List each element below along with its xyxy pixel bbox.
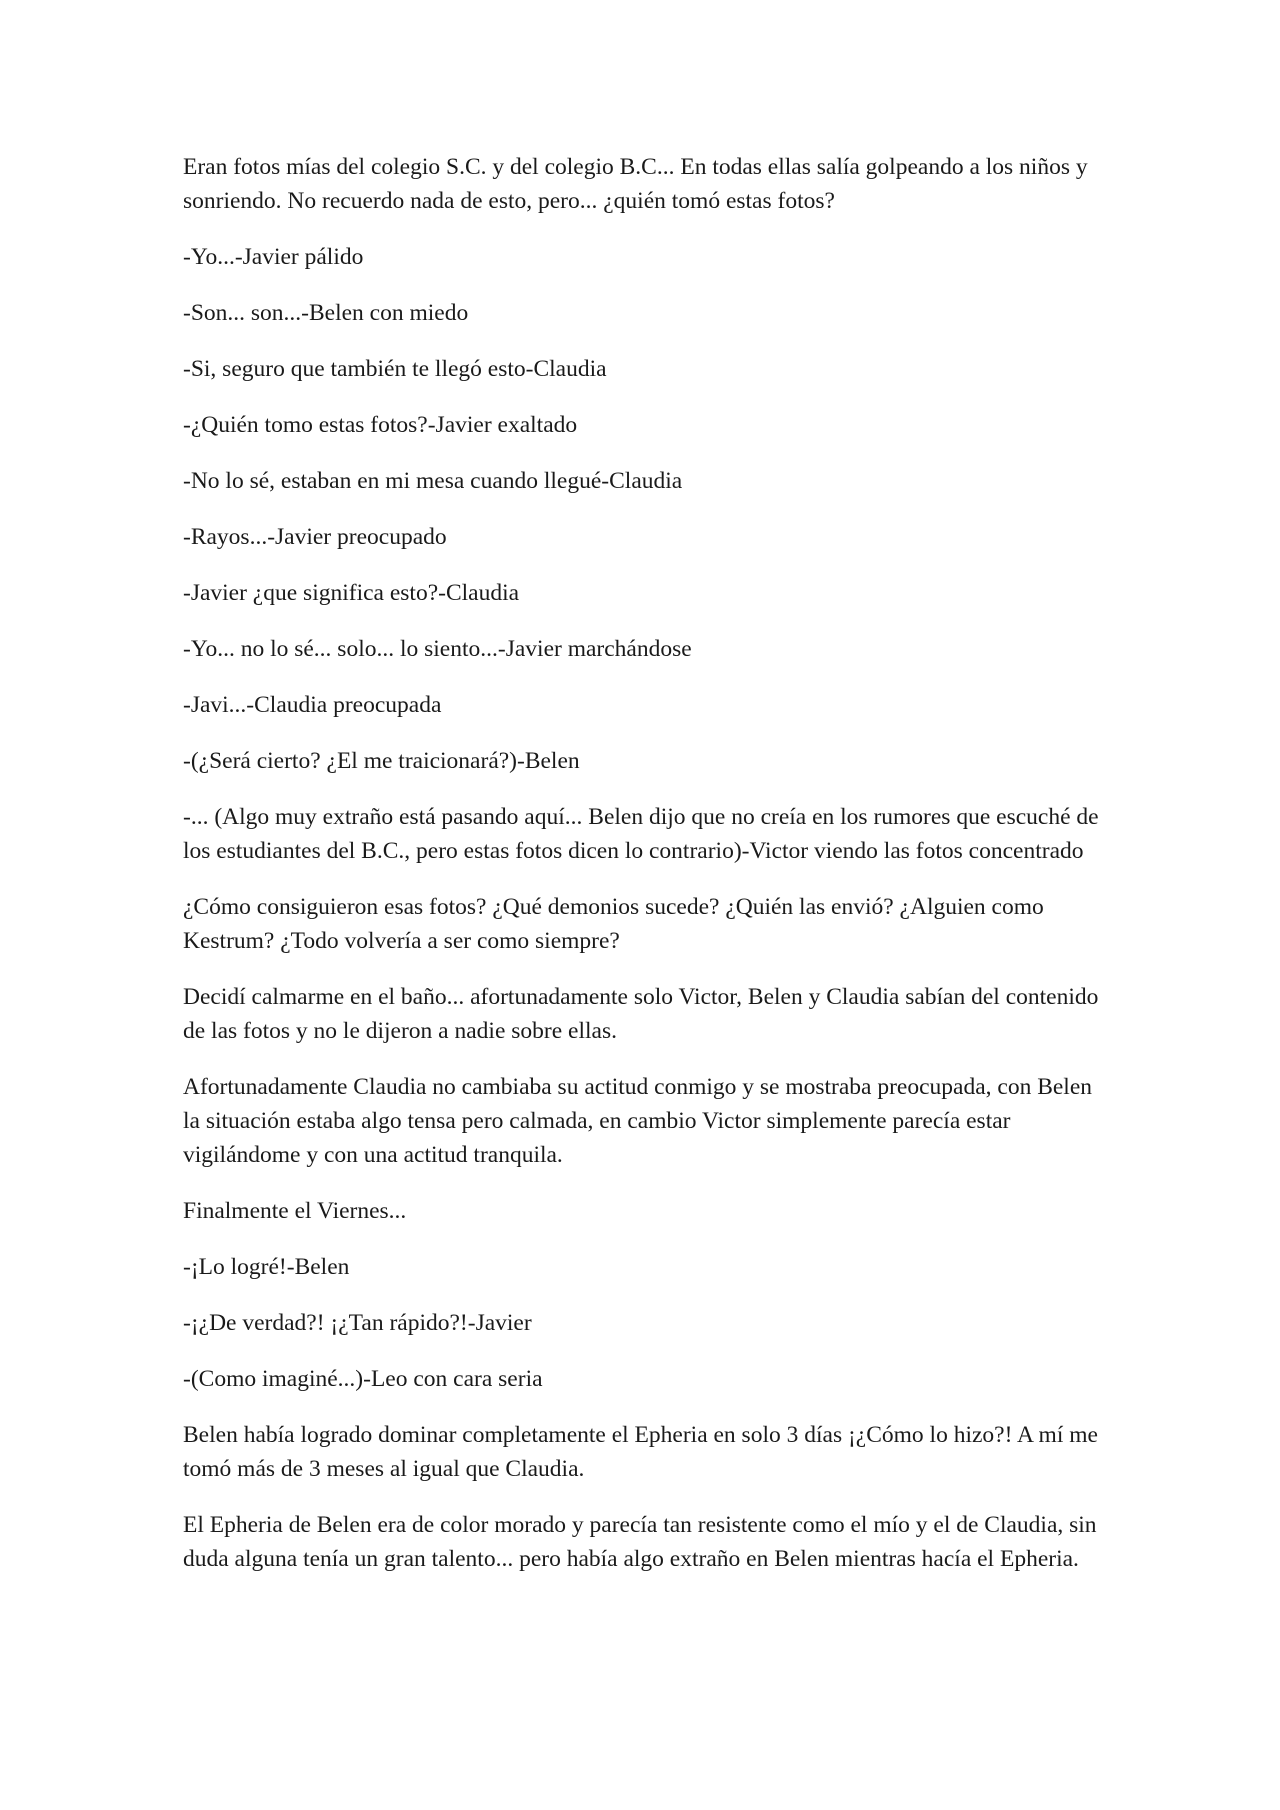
paragraph-10: -Javi...-Claudia preocupada	[183, 692, 442, 718]
paragraph-15: Afortunadamente Claudia no cambiaba su actitud conmigo y se mostraba preocupada, con Belen la situación estaba algo tensa pero calmada, en cambio Victor simplemente parecía estar vigilándome y con una actitud tranquila.	[183, 1074, 1093, 1168]
paragraph-4: -Si, seguro que también te llegó esto-Claudia	[183, 356, 607, 382]
document-body	[183, 150, 1103, 1598]
paragraph-12: -... (Algo muy extraño está pasando aquí... Belen dijo que no creía en los rumores que escuché de los estudiantes del B.C., pero estas fotos dicen lo contrario)-Victor viendo las fotos concentrado	[183, 804, 1099, 864]
paragraph-2: -Yo...-Javier pálido	[183, 244, 364, 270]
paragraph-11: -(¿Será cierto? ¿El me traicionará?)-Belen	[183, 748, 580, 774]
paragraph-3: -Son... son...-Belen con miedo	[183, 300, 469, 326]
paragraph-21: El Epheria de Belen era de color morado y parecía tan resistente como el mío y el de Claudia, sin duda alguna tenía un gran talento... pero había algo extraño en Belen mientras hacía el Epheria.	[183, 1512, 1097, 1572]
paragraph-18: -¡¿De verdad?! ¡¿Tan rápido?!-Javier	[183, 1310, 532, 1336]
paragraph-1: Eran fotos mías del colegio S.C. y del colegio B.C... En todas ellas salía golpeando a los niños y sonriendo. No recuerdo nada de esto, pero... ¿quién tomó estas fotos?	[183, 154, 1088, 214]
paragraph-6: -No lo sé, estaban en mi mesa cuando llegué-Claudia	[183, 468, 683, 494]
paragraph-7: -Rayos...-Javier preocupado	[183, 524, 447, 550]
paragraph-19: -(Como imaginé...)-Leo con cara seria	[183, 1366, 543, 1392]
paragraph-13: ¿Cómo consiguieron esas fotos? ¿Qué demonios sucede? ¿Quién las envió? ¿Alguien como Kestrum? ¿Todo volvería a ser como siempre?	[183, 894, 1044, 954]
paragraph-16: Finalmente el Viernes...	[183, 1198, 407, 1224]
paragraph-17: -¡Lo logré!-Belen	[183, 1254, 350, 1280]
paragraph-9: -Yo... no lo sé... solo... lo siento...-Javier marchándose	[183, 636, 692, 662]
paragraph-8: -Javier ¿que significa esto?-Claudia	[183, 580, 520, 606]
paragraph-20: Belen había logrado dominar completamente el Epheria en solo 3 días ¡¿Cómo lo hizo?! A mí me tomó más de 3 meses al igual que Claudia.	[183, 1422, 1098, 1482]
paragraph-5: -¿Quién tomo estas fotos?-Javier exaltado	[183, 412, 578, 438]
paragraph-14: Decidí calmarme en el baño... afortunadamente solo Victor, Belen y Claudia sabían del contenido de las fotos y no le dijeron a nadie sobre ellas.	[183, 984, 1099, 1044]
